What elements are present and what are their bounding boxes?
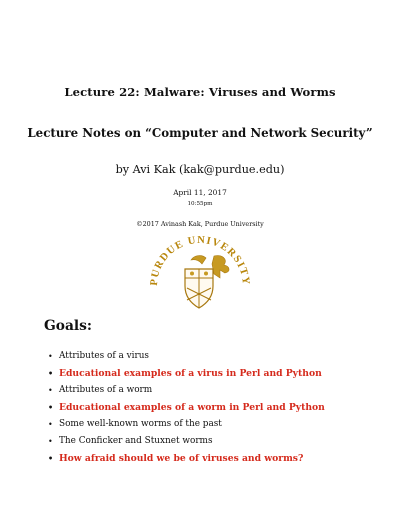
- goal-text: The Conficker and Stuxnet worms: [59, 436, 213, 446]
- copyright-line: ©2017 Avinash Kak, Purdue University: [136, 220, 264, 228]
- list-item: [48, 450, 388, 467]
- lecture-subtitle: Lecture Notes on “Computer and Network Security”: [27, 126, 373, 140]
- lecture-title: Lecture 22: Malware: Viruses and Worms: [64, 85, 336, 99]
- list-item: [48, 365, 388, 382]
- list-item: [48, 433, 388, 450]
- list-item: [48, 399, 388, 416]
- goal-text: How afraid should we be of viruses and worms?: [59, 453, 304, 464]
- list-item: [48, 416, 388, 433]
- goal-text: Some well-known worms of the past: [59, 419, 222, 429]
- date-line: April 11, 2017: [173, 188, 227, 197]
- bullet-icon: •: [48, 420, 53, 429]
- bullet-icon: •: [48, 352, 53, 361]
- goal-text: Attributes of a virus: [59, 351, 149, 361]
- goals-heading: Goals:: [44, 318, 93, 334]
- author-line: by Avi Kak (kak@purdue.edu): [115, 163, 285, 176]
- bullet-icon: •: [48, 368, 54, 378]
- list-item: [48, 348, 388, 365]
- goals-list: [48, 348, 388, 467]
- time-line: 10:55pm: [187, 201, 213, 207]
- bullet-icon: •: [48, 437, 53, 446]
- bullet-icon: •: [48, 386, 53, 395]
- goal-text: Educational examples of a worm in Perl and Python: [59, 402, 325, 413]
- bullet-icon: •: [48, 453, 54, 463]
- list-item: [48, 382, 388, 399]
- svg-text:PURDUE UNIVERSITY: PURDUE UNIVERSITY: [148, 234, 252, 287]
- goal-text: Educational examples of a virus in Perl and Python: [59, 368, 322, 379]
- purdue-seal-logo: [144, 228, 256, 318]
- bullet-icon: •: [48, 402, 54, 412]
- goal-text: Attributes of a worm: [59, 385, 153, 395]
